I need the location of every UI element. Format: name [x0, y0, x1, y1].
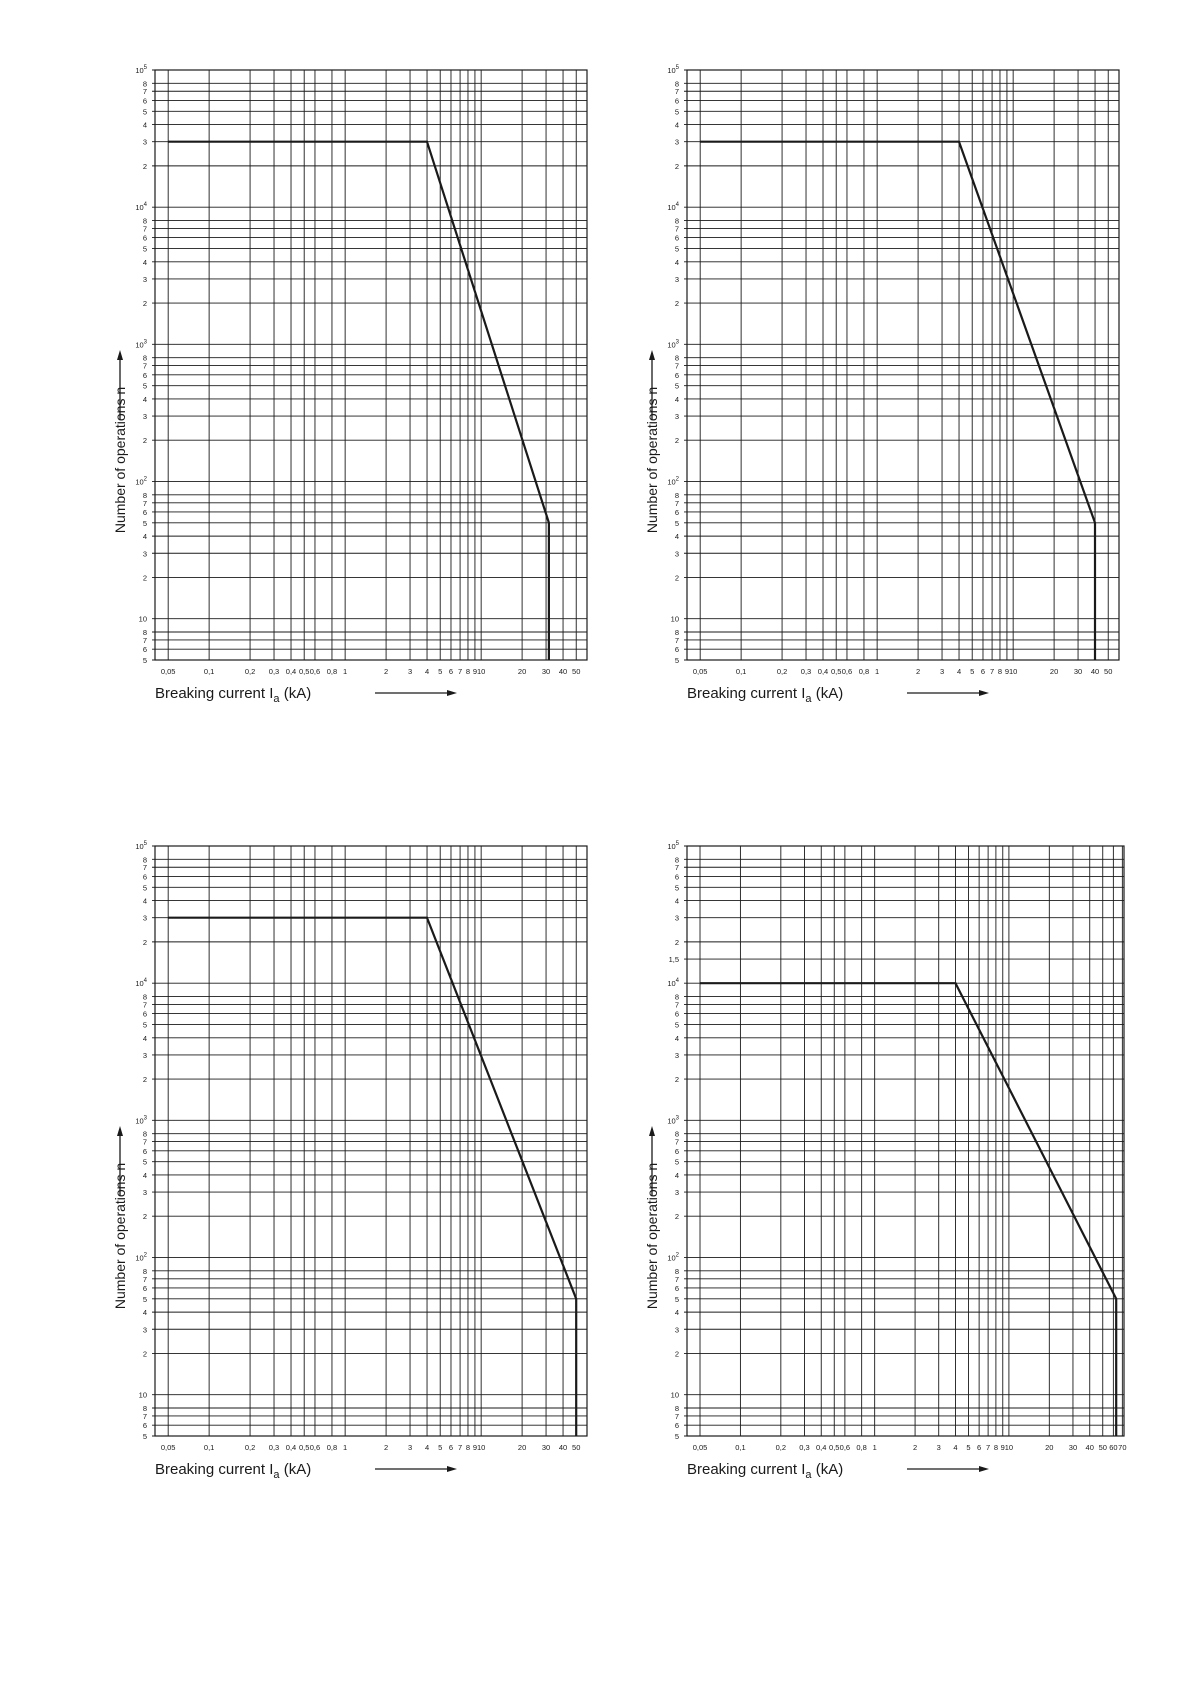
y-tick-label: 5 [674, 107, 679, 117]
y-tick-label: 7 [674, 863, 679, 873]
x-tick-label: 1 [343, 667, 348, 676]
y-tick-label: 3 [674, 274, 679, 284]
y-tick-exponent: 4 [143, 978, 147, 985]
x-tick-label: 8 [465, 1443, 471, 1452]
y-tick-label: 3 [142, 274, 147, 284]
y-axis-label: Number of operations n [112, 386, 128, 534]
plot-frame [687, 846, 1124, 1436]
y-tick-label: 8 [142, 855, 147, 865]
x-axis-label [155, 1461, 311, 1481]
y-tick-label: $10^5$ [667, 65, 679, 75]
y-tick-label: $10^4$ [135, 202, 147, 213]
x-tick-label: 40 [558, 1443, 568, 1452]
x-axis-label-unit: (kA) [811, 1461, 844, 1478]
y-tick-label: 3 [674, 913, 679, 923]
x-tick-label: 4 [424, 667, 430, 676]
y-tick-label: 3 [142, 913, 147, 923]
y-tick-label: 5 [674, 1157, 679, 1167]
x-tick-label: 0,2 [244, 1443, 256, 1452]
y-tick-label: 8 [674, 855, 679, 865]
x-tick-label: 7 [990, 667, 995, 676]
x-tick-label: 5 [438, 1443, 443, 1452]
y-tick-label: 7 [142, 1274, 147, 1284]
x-tick-label: 40 [1090, 667, 1100, 676]
x-tick-label: 7 [986, 1443, 991, 1452]
y-tick-exponent: 2 [143, 1252, 147, 1259]
x-tick-label: 2 [916, 667, 921, 676]
y-tick-label: 5 [142, 1432, 147, 1441]
x-axis-label-symbol: I [269, 1461, 274, 1478]
y-tick-exponent: 3 [143, 1115, 147, 1122]
x-tick-label: 4 [956, 667, 962, 676]
y-tick-label: 8 [142, 490, 147, 500]
y-tick-label: 6 [142, 370, 147, 380]
y-tick-label: 5 [142, 1020, 147, 1030]
x-tick-label: 30 [1073, 667, 1083, 676]
y-tick-label: 4 [142, 120, 147, 130]
y-tick-label: $10^3$ [135, 339, 147, 350]
x-tick-label: 6 [448, 667, 454, 676]
y-tick-label: 2 [142, 436, 147, 446]
y-tick-label: 7 [142, 361, 147, 371]
y-tick-label: 10 [670, 614, 679, 624]
y-tick-exponent: 3 [675, 339, 679, 346]
y-tick-label: 3 [142, 412, 147, 422]
x-tick-label: 6 [448, 1443, 454, 1452]
x-axis-label-unit: (kA) [279, 685, 312, 702]
y-tick-label: 5 [142, 1157, 147, 1167]
y-tick-label: 7 [142, 1137, 147, 1147]
x-tick-label: 0,6 [309, 667, 321, 676]
x-tick-label: 0,1 [203, 667, 215, 676]
x-tick-label: 0,4 [816, 1443, 827, 1452]
x-axis-label-symbol: I [801, 1461, 806, 1478]
x-axis-label-subscript: a [805, 1469, 812, 1481]
chart-1 [112, 65, 587, 705]
y-tick-label: $10^2$ [135, 476, 147, 487]
y-tick-label: 8 [674, 490, 679, 500]
y-tick-label: $10^3$ [667, 1115, 679, 1126]
y-tick-label: 6 [674, 507, 679, 517]
y-tick-label: 2 [674, 1075, 679, 1085]
y-tick-exponent: 4 [675, 202, 679, 209]
y-tick-label: 3 [674, 412, 679, 422]
x-tick-label: 8 [997, 667, 1003, 676]
x-tick-label: 1 [875, 667, 880, 676]
y-tick-label: 6 [142, 1009, 147, 1019]
x-tick-label: 10 [476, 667, 486, 676]
y-tick-label: 3 [674, 1050, 679, 1060]
y-tick-label: 10 [138, 1390, 147, 1400]
x-tick-label: 0,8 [326, 667, 338, 676]
y-tick-label: $10^4$ [667, 202, 679, 213]
y-tick-label: 8 [142, 216, 147, 226]
y-tick-label: 8 [674, 353, 679, 363]
x-tick-label: 0,05 [160, 667, 176, 676]
y-tick-exponent: 4 [675, 978, 679, 985]
y-tick-label: 8 [142, 353, 147, 363]
y-tick-label: 10 [138, 614, 147, 624]
y-tick-label: 7 [142, 1411, 147, 1421]
x-axis-label-unit: (kA) [811, 685, 844, 702]
y-tick-label: 8 [142, 1266, 147, 1276]
x-tick-label: 20 [1045, 1443, 1054, 1452]
y-tick-label: 8 [674, 1403, 679, 1413]
y-tick-label: 7 [674, 1411, 679, 1421]
y-axis-arrowhead [649, 350, 655, 360]
y-axis-arrowhead [649, 1126, 655, 1136]
x-tick-label: 30 [541, 667, 551, 676]
y-tick-label: 5 [674, 883, 679, 893]
x-tick-label: 20 [517, 667, 527, 676]
x-tick-label: 40 [1085, 1443, 1094, 1452]
y-tick-label: 6 [674, 96, 679, 106]
x-tick-label: 3 [939, 667, 945, 676]
y-tick-label: $10^2$ [667, 476, 679, 487]
chart-3 [112, 841, 587, 1481]
x-tick-label: 0,3 [800, 667, 812, 676]
y-tick-label: 5 [674, 244, 679, 254]
x-tick-label: 2 [912, 1443, 918, 1452]
x-axis-label-symbol: I [269, 685, 274, 702]
y-tick-label: 7 [674, 361, 679, 371]
y-tick-label: 2 [674, 436, 679, 446]
y-tick-label: 3 [674, 549, 679, 559]
x-tick-label: 50 [1104, 667, 1113, 676]
y-tick-label: 2 [142, 299, 147, 309]
y-tick-exponent: 5 [143, 65, 147, 71]
y-tick-label: 8 [142, 79, 147, 89]
y-tick-exponent: 2 [675, 1252, 679, 1259]
y-tick-label: 7 [142, 635, 147, 645]
x-axis-arrowhead [447, 690, 457, 696]
x-tick-label: 0,6 [839, 1443, 851, 1452]
y-tick-label: $10^5$ [135, 65, 147, 75]
x-axis-arrowhead [447, 1466, 457, 1472]
y-tick-label: 6 [674, 1009, 679, 1019]
series-line-1 [168, 142, 549, 660]
y-tick-label: 8 [674, 992, 679, 1002]
y-tick-label: 7 [142, 863, 147, 873]
y-tick-label: 6 [142, 872, 147, 882]
y-tick-label: 8 [674, 1129, 679, 1139]
x-axis-label-subscript: a [273, 693, 280, 705]
y-tick-exponent: 2 [143, 476, 147, 483]
y-tick-label: $10^5$ [667, 841, 679, 851]
x-tick-label: 0,5 [298, 667, 310, 676]
x-tick-label: 10 [1004, 1443, 1014, 1452]
x-tick-label: 10 [1008, 667, 1018, 676]
y-axis-label: Number of operations n [644, 1162, 660, 1310]
y-tick-label: 3 [142, 1325, 147, 1335]
x-tick-label: 4 [953, 1443, 958, 1452]
x-axis-label-text: Breaking current [687, 685, 802, 702]
x-tick-label: 7 [458, 1443, 463, 1452]
y-tick-label: 7 [674, 1000, 679, 1010]
y-tick-label: 5 [142, 1294, 147, 1304]
y-tick-label: 2 [142, 937, 147, 947]
x-tick-label: 50 [572, 667, 581, 676]
x-tick-label: 9 [1000, 1443, 1005, 1452]
y-tick-label: 3 [142, 549, 147, 559]
y-tick-label: 4 [674, 394, 679, 404]
y-tick-label: $10^3$ [667, 339, 679, 350]
x-tick-label: 1 [343, 1443, 348, 1452]
y-tick-label: 2 [674, 299, 679, 309]
x-tick-label: 0,5 [829, 1443, 840, 1452]
x-tick-label: 0,5 [298, 1443, 310, 1452]
y-tick-label: 4 [142, 1308, 147, 1318]
y-tick-label: 2 [142, 1075, 147, 1085]
y-tick-label: 7 [142, 87, 147, 97]
y-tick-label: 8 [142, 627, 147, 637]
x-axis-label [687, 1461, 843, 1481]
y-tick-label: 6 [142, 96, 147, 106]
x-tick-label: 0,3 [268, 667, 280, 676]
y-tick-label: 8 [142, 1403, 147, 1413]
y-tick-label: 5 [674, 1432, 679, 1441]
x-tick-label: 0,6 [309, 1443, 321, 1452]
x-tick-label: 50 [1098, 1443, 1107, 1452]
y-tick-label: 2 [674, 161, 679, 171]
y-tick-label: 5 [142, 107, 147, 117]
x-axis-label-text: Breaking current [155, 1461, 270, 1478]
x-tick-label: 20 [1049, 667, 1059, 676]
y-tick-label: $10^4$ [135, 978, 147, 989]
y-tick-label: 5 [142, 656, 147, 665]
y-tick-label: 4 [142, 1170, 147, 1180]
y-tick-label: 7 [674, 635, 679, 645]
y-tick-label: 5 [142, 381, 147, 391]
y-tick-label: 7 [674, 87, 679, 97]
x-tick-label: 1 [872, 1443, 877, 1452]
y-tick-label: 6 [142, 233, 147, 243]
y-tick-label: 4 [142, 394, 147, 404]
x-axis-label-subscript: a [273, 1469, 280, 1481]
x-tick-label: 60 [1109, 1443, 1118, 1452]
x-axis-arrowhead [979, 690, 989, 696]
y-tick-label: 8 [142, 992, 147, 1002]
y-tick-label: 5 [142, 244, 147, 254]
x-tick-label: 2 [384, 667, 389, 676]
y-tick-label: 4 [674, 1033, 679, 1043]
y-tick-exponent: 5 [675, 841, 679, 847]
y-axis-arrowhead [117, 1126, 123, 1136]
y-tick-label: 5 [674, 381, 679, 391]
x-tick-label: 0,1 [735, 1443, 746, 1452]
y-tick-label: 7 [674, 1274, 679, 1284]
y-axis-label: Number of operations n [644, 386, 660, 534]
y-tick-label: 7 [674, 1137, 679, 1147]
y-tick-label: 4 [674, 1170, 679, 1180]
x-tick-label: 3 [407, 1443, 413, 1452]
y-tick-label: 7 [674, 498, 679, 508]
y-tick-label: 6 [142, 1421, 147, 1431]
y-tick-label: 4 [674, 257, 679, 267]
y-tick-label: 3 [142, 1050, 147, 1060]
x-tick-label: 0,05 [160, 1443, 176, 1452]
x-tick-label: 3 [407, 667, 413, 676]
y-tick-label: 2 [674, 573, 679, 583]
x-tick-label: 4 [424, 1443, 430, 1452]
x-tick-label: 40 [558, 667, 568, 676]
y-tick-label: $10^5$ [135, 841, 147, 851]
y-tick-label: 1,5 [668, 955, 679, 965]
x-tick-label: 6 [977, 1443, 982, 1452]
y-tick-label: 7 [142, 224, 147, 234]
x-tick-label: 0,8 [856, 1443, 867, 1452]
x-axis-label-subscript: a [805, 693, 812, 705]
y-tick-label: $10^4$ [667, 978, 679, 989]
y-tick-label: 6 [674, 1146, 679, 1156]
x-tick-label: 9 [1004, 667, 1010, 676]
y-tick-label: 6 [674, 233, 679, 243]
x-tick-label: 0,5 [830, 667, 842, 676]
x-tick-label: 0,8 [858, 667, 870, 676]
y-tick-label: $10^3$ [135, 1115, 147, 1126]
y-tick-label: 4 [674, 532, 679, 542]
y-tick-exponent: 4 [143, 202, 147, 209]
x-tick-label: 0,05 [692, 667, 708, 676]
y-tick-label: 3 [142, 1188, 147, 1198]
y-tick-label: 2 [674, 937, 679, 947]
y-tick-label: 3 [674, 1325, 679, 1335]
x-tick-label: 50 [572, 1443, 581, 1452]
y-tick-label: 7 [142, 498, 147, 508]
x-tick-label: 0,4 [817, 667, 829, 676]
x-tick-label: 0,4 [285, 667, 297, 676]
y-tick-exponent: 5 [143, 841, 147, 847]
y-tick-label: $10^2$ [667, 1252, 679, 1263]
y-axis-label: Number of operations n [112, 1162, 128, 1310]
y-tick-label: 6 [674, 645, 679, 655]
y-tick-label: 2 [142, 161, 147, 171]
y-axis-arrowhead [117, 350, 123, 360]
x-tick-label: 6 [980, 667, 986, 676]
y-tick-label: 10 [670, 1390, 679, 1400]
y-tick-label: 6 [674, 370, 679, 380]
x-tick-label: 0,1 [203, 1443, 215, 1452]
y-tick-label: 2 [142, 1349, 147, 1359]
x-tick-label: 9 [472, 1443, 478, 1452]
y-tick-label: 8 [674, 627, 679, 637]
x-tick-label: 0,1 [735, 667, 747, 676]
y-tick-label: 5 [674, 1020, 679, 1030]
x-tick-label: 0,2 [775, 1443, 787, 1452]
y-tick-label: 2 [674, 1212, 679, 1222]
y-tick-label: 5 [674, 1294, 679, 1304]
y-tick-label: 8 [142, 1129, 147, 1139]
x-axis-label-text: Breaking current [687, 1461, 802, 1478]
y-tick-label: 4 [142, 257, 147, 267]
x-tick-label: 0,2 [776, 667, 788, 676]
x-tick-label: 10 [476, 1443, 486, 1452]
y-tick-label: $10^2$ [135, 1252, 147, 1263]
y-tick-exponent: 3 [143, 339, 147, 346]
x-tick-label: 0,6 [841, 667, 853, 676]
y-tick-label: 4 [674, 1308, 679, 1318]
x-axis-label-symbol: I [801, 685, 806, 702]
series-line-1 [700, 142, 1095, 660]
y-tick-label: 2 [142, 573, 147, 583]
x-axis-label [155, 685, 311, 705]
y-tick-label: 5 [142, 518, 147, 528]
x-axis-arrowhead [979, 1466, 989, 1472]
x-tick-label: 70 [1118, 1443, 1127, 1452]
x-tick-label: 3 [936, 1443, 941, 1452]
series-line-1 [700, 983, 1116, 1436]
x-tick-label: 2 [384, 1443, 389, 1452]
x-tick-label: 0,3 [268, 1443, 280, 1452]
y-tick-exponent: 3 [675, 1115, 679, 1122]
x-axis-label-unit: (kA) [279, 1461, 312, 1478]
y-tick-label: 4 [142, 1033, 147, 1043]
y-tick-label: 6 [142, 1146, 147, 1156]
y-tick-label: 8 [674, 79, 679, 89]
y-tick-label: 4 [674, 896, 679, 906]
x-tick-label: 0,2 [244, 667, 256, 676]
x-tick-label: 20 [517, 1443, 527, 1452]
y-tick-label: 6 [674, 1421, 679, 1431]
y-tick-label: 3 [142, 137, 147, 147]
y-tick-label: 3 [674, 1188, 679, 1198]
series-line-1 [168, 918, 576, 1436]
x-tick-label: 5 [970, 667, 975, 676]
y-tick-label: 2 [674, 1349, 679, 1359]
y-tick-label: 7 [674, 224, 679, 234]
y-tick-label: 6 [674, 872, 679, 882]
x-tick-label: 9 [472, 667, 478, 676]
x-tick-label: 5 [966, 1443, 971, 1452]
y-tick-label: 6 [142, 507, 147, 517]
chart-4 [644, 841, 1127, 1481]
y-tick-exponent: 5 [675, 65, 679, 71]
y-tick-label: 5 [674, 656, 679, 665]
chart-2 [644, 65, 1119, 705]
x-tick-label: 0,4 [285, 1443, 297, 1452]
y-tick-label: 4 [142, 896, 147, 906]
x-axis-label [687, 685, 843, 705]
y-tick-exponent: 2 [675, 476, 679, 483]
y-tick-label: 5 [674, 518, 679, 528]
x-tick-label: 0,8 [326, 1443, 338, 1452]
y-tick-label: 6 [142, 645, 147, 655]
x-tick-label: 8 [465, 667, 471, 676]
y-tick-label: 8 [674, 1266, 679, 1276]
x-tick-label: 0,3 [799, 1443, 810, 1452]
y-tick-label: 4 [674, 120, 679, 130]
y-tick-label: 2 [142, 1212, 147, 1222]
y-tick-label: 7 [142, 1000, 147, 1010]
y-tick-label: 4 [142, 532, 147, 542]
x-tick-label: 5 [438, 667, 443, 676]
x-tick-label: 8 [993, 1443, 998, 1452]
x-tick-label: 30 [1068, 1443, 1078, 1452]
x-tick-label: 7 [458, 667, 463, 676]
x-axis-label-text: Breaking current [155, 685, 270, 702]
y-tick-label: 5 [142, 883, 147, 893]
y-tick-label: 3 [674, 137, 679, 147]
x-tick-label: 30 [541, 1443, 551, 1452]
y-tick-label: 8 [674, 216, 679, 226]
y-tick-label: 6 [142, 1283, 147, 1293]
y-tick-label: 6 [674, 1283, 679, 1293]
x-tick-label: 0,05 [692, 1443, 708, 1452]
